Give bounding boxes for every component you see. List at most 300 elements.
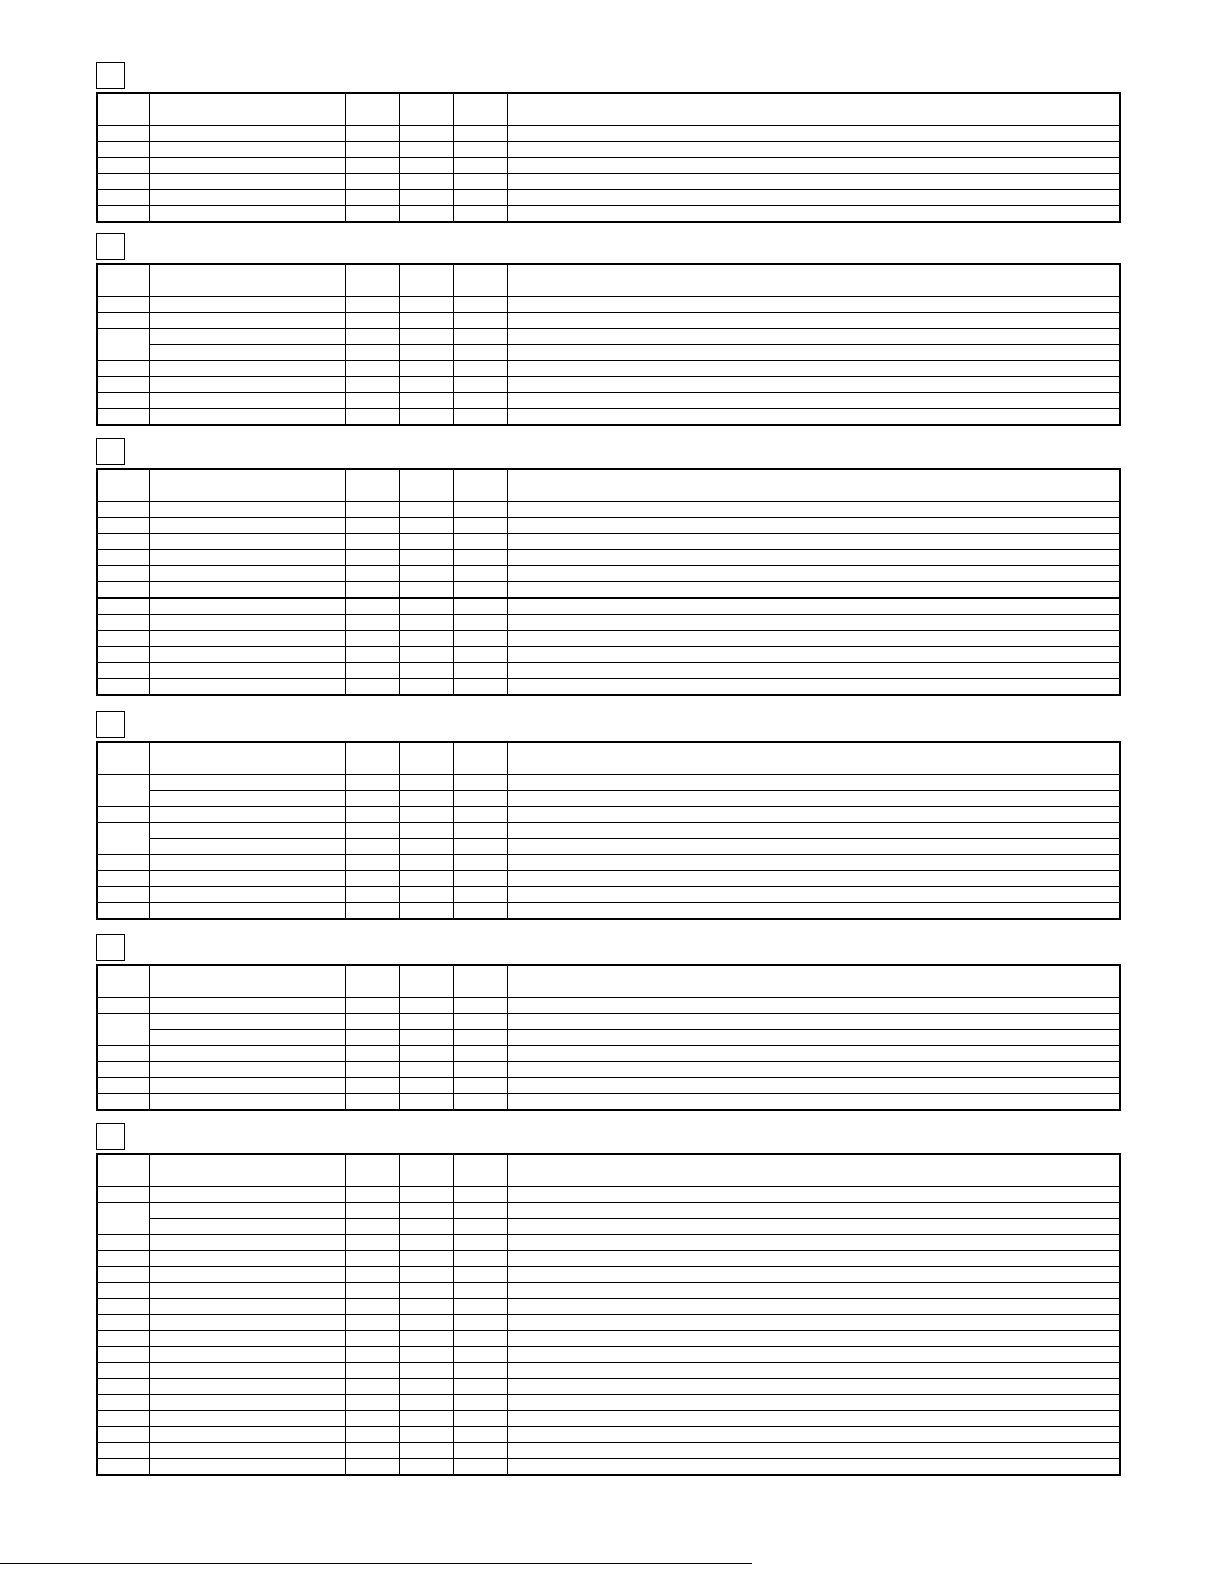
header-cell: [507, 742, 1120, 775]
table-cell: [399, 887, 453, 903]
table-cell: [399, 1427, 453, 1443]
table-cell: [149, 998, 345, 1014]
table-cell: [453, 1267, 507, 1283]
table-cell: [345, 1094, 399, 1111]
table-row: [97, 174, 1120, 190]
section-number-box: [96, 1123, 125, 1150]
table-cell: [149, 361, 345, 377]
table-cell: [149, 1443, 345, 1459]
table-row: [97, 1379, 1120, 1395]
table-cell: [97, 329, 149, 361]
table-cell: [97, 534, 149, 550]
table-cell: [453, 1094, 507, 1111]
table-cell: [97, 855, 149, 871]
table-cell: [399, 1459, 453, 1476]
table-cell: [345, 158, 399, 174]
table-cell: [399, 174, 453, 190]
table-cell: [149, 1379, 345, 1395]
table-cell: [399, 1187, 453, 1203]
table-cell: [507, 329, 1120, 345]
table-cell: [97, 1299, 149, 1315]
table-cell: [149, 1078, 345, 1094]
table-cell: [507, 1078, 1120, 1094]
table-cell: [399, 1331, 453, 1347]
table-cell: [345, 142, 399, 158]
form-table: [96, 263, 1121, 426]
table-cell: [453, 647, 507, 663]
header-cell: [97, 264, 149, 297]
table-cell: [399, 631, 453, 647]
table-cell: [97, 679, 149, 696]
table-cell: [97, 393, 149, 409]
table-cell: [399, 1347, 453, 1363]
table-row: [97, 1395, 1120, 1411]
header-cell: [453, 469, 507, 502]
table-row: [97, 142, 1120, 158]
table-row: [97, 1315, 1120, 1331]
header-cell: [345, 742, 399, 775]
header-cell: [507, 1154, 1120, 1187]
table-cell: [97, 1078, 149, 1094]
table-cell: [399, 158, 453, 174]
table-cell: [345, 903, 399, 920]
table-cell: [507, 1267, 1120, 1283]
table-cell: [507, 1427, 1120, 1443]
table-cell: [149, 855, 345, 871]
table-cell: [149, 1014, 345, 1030]
table-cell: [97, 1187, 149, 1203]
table-row: [97, 1411, 1120, 1427]
header-cell: [453, 93, 507, 126]
table-cell: [149, 598, 345, 615]
table-cell: [399, 647, 453, 663]
table-cell: [97, 823, 149, 855]
table-cell: [399, 297, 453, 313]
table-cell: [97, 158, 149, 174]
table-cell: [97, 1235, 149, 1251]
table-cell: [507, 903, 1120, 920]
table-row: [97, 663, 1120, 679]
table-cell: [399, 142, 453, 158]
table-cell: [345, 518, 399, 534]
table-cell: [507, 409, 1120, 426]
table-row: [97, 297, 1120, 313]
table-cell: [453, 1347, 507, 1363]
table-header-row: [97, 264, 1120, 297]
table-cell: [149, 1299, 345, 1315]
table-cell: [399, 1283, 453, 1299]
table-cell: [453, 775, 507, 791]
table-cell: [453, 158, 507, 174]
table-cell: [399, 534, 453, 550]
table-cell: [453, 887, 507, 903]
table-cell: [507, 1219, 1120, 1235]
table-cell: [399, 871, 453, 887]
table-cell: [97, 126, 149, 142]
table-cell: [149, 329, 345, 345]
table-cell: [399, 615, 453, 631]
table-row: [97, 1251, 1120, 1267]
table-cell: [453, 903, 507, 920]
table-cell: [507, 190, 1120, 206]
table-cell: [399, 1267, 453, 1283]
table-cell: [399, 1014, 453, 1030]
table-cell: [97, 313, 149, 329]
table-row: [97, 1030, 1120, 1046]
table-cell: [149, 871, 345, 887]
table-cell: [453, 534, 507, 550]
table-cell: [399, 1299, 453, 1315]
table-cell: [345, 190, 399, 206]
table-cell: [97, 871, 149, 887]
header-cell: [97, 1154, 149, 1187]
table-cell: [453, 582, 507, 599]
table-cell: [345, 206, 399, 223]
table-cell: [453, 1078, 507, 1094]
table-row: [97, 566, 1120, 582]
table-cell: [453, 297, 507, 313]
table-cell: [345, 502, 399, 518]
table-cell: [149, 1062, 345, 1078]
table-row: [97, 550, 1120, 566]
table-cell: [97, 1046, 149, 1062]
table-cell: [453, 566, 507, 582]
table-cell: [97, 1411, 149, 1427]
table-cell: [149, 206, 345, 223]
table-cell: [345, 566, 399, 582]
table-cell: [149, 393, 345, 409]
table-cell: [399, 663, 453, 679]
table-cell: [453, 393, 507, 409]
table-cell: [345, 1235, 399, 1251]
table-cell: [97, 297, 149, 313]
table-row: [97, 598, 1120, 615]
header-cell: [453, 742, 507, 775]
table-cell: [507, 1443, 1120, 1459]
table-cell: [345, 1299, 399, 1315]
table-cell: [149, 1203, 345, 1219]
table-cell: [345, 550, 399, 566]
table-cell: [97, 502, 149, 518]
table-cell: [345, 393, 399, 409]
table-cell: [97, 361, 149, 377]
table-cell: [149, 1411, 345, 1427]
table-cell: [399, 1443, 453, 1459]
table-cell: [97, 647, 149, 663]
table-cell: [453, 1443, 507, 1459]
table-header-row: [97, 469, 1120, 502]
table-cell: [345, 663, 399, 679]
table-row: [97, 823, 1120, 839]
table-cell: [399, 855, 453, 871]
table-cell: [399, 1078, 453, 1094]
header-cell: [399, 1154, 453, 1187]
table-cell: [97, 1363, 149, 1379]
table-cell: [345, 1283, 399, 1299]
table-cell: [453, 1363, 507, 1379]
table-cell: [507, 126, 1120, 142]
table-cell: [97, 174, 149, 190]
table-cell: [345, 1014, 399, 1030]
table-cell: [453, 502, 507, 518]
table-cell: [507, 871, 1120, 887]
table-cell: [149, 1315, 345, 1331]
table-cell: [345, 1062, 399, 1078]
table-cell: [399, 1219, 453, 1235]
table-cell: [97, 566, 149, 582]
table-cell: [399, 329, 453, 345]
table-cell: [345, 1203, 399, 1219]
table-cell: [507, 1411, 1120, 1427]
table-cell: [345, 775, 399, 791]
header-cell: [507, 264, 1120, 297]
form-table: [96, 92, 1121, 223]
table-cell: [507, 582, 1120, 599]
table-cell: [97, 1315, 149, 1331]
table-cell: [97, 409, 149, 426]
table-cell: [399, 1411, 453, 1427]
header-cell: [399, 965, 453, 998]
table-cell: [399, 839, 453, 855]
table-cell: [345, 598, 399, 615]
table-cell: [399, 598, 453, 615]
table-cell: [399, 190, 453, 206]
table-cell: [507, 1030, 1120, 1046]
table-cell: [399, 1315, 453, 1331]
table-cell: [345, 409, 399, 426]
table-cell: [453, 1331, 507, 1347]
table-cell: [507, 998, 1120, 1014]
table-cell: [507, 534, 1120, 550]
table-cell: [345, 534, 399, 550]
table-cell: [149, 377, 345, 393]
table-cell: [507, 1251, 1120, 1267]
table-cell: [453, 550, 507, 566]
table-cell: [507, 502, 1120, 518]
header-cell: [345, 965, 399, 998]
header-cell: [97, 742, 149, 775]
table-cell: [149, 1219, 345, 1235]
table-cell: [453, 1299, 507, 1315]
table-row: [97, 679, 1120, 696]
table-cell: [97, 998, 149, 1014]
table-cell: [507, 1014, 1120, 1030]
table-row: [97, 534, 1120, 550]
table-cell: [399, 582, 453, 599]
table-row: [97, 775, 1120, 791]
header-cell: [149, 1154, 345, 1187]
table-cell: [399, 1030, 453, 1046]
table-cell: [399, 206, 453, 223]
table-cell: [399, 566, 453, 582]
table-cell: [453, 174, 507, 190]
table-cell: [507, 631, 1120, 647]
table-cell: [453, 313, 507, 329]
table-cell: [453, 1283, 507, 1299]
table-cell: [453, 598, 507, 615]
table-cell: [507, 775, 1120, 791]
table-cell: [345, 631, 399, 647]
table-cell: [399, 1251, 453, 1267]
header-cell: [149, 469, 345, 502]
table-row: [97, 582, 1120, 599]
table-cell: [149, 158, 345, 174]
table-cell: [399, 998, 453, 1014]
table-cell: [507, 1379, 1120, 1395]
table-row: [97, 126, 1120, 142]
table-row: [97, 393, 1120, 409]
table-cell: [399, 1062, 453, 1078]
table-cell: [507, 679, 1120, 696]
table-cell: [149, 1459, 345, 1476]
table-cell: [97, 190, 149, 206]
table-row: [97, 615, 1120, 631]
table-cell: [149, 502, 345, 518]
table-cell: [97, 598, 149, 615]
table-row: [97, 791, 1120, 807]
form-table: [96, 468, 1121, 696]
table-cell: [97, 142, 149, 158]
table-header-row: [97, 965, 1120, 998]
table-cell: [345, 679, 399, 696]
table-row: [97, 1203, 1120, 1219]
table-row: [97, 903, 1120, 920]
table-cell: [345, 1219, 399, 1235]
table-cell: [507, 1331, 1120, 1347]
table-cell: [453, 1251, 507, 1267]
table-cell: [345, 1046, 399, 1062]
table-row: [97, 502, 1120, 518]
table-cell: [453, 1459, 507, 1476]
table-cell: [399, 345, 453, 361]
table-cell: [345, 615, 399, 631]
table-cell: [97, 807, 149, 823]
header-cell: [399, 93, 453, 126]
header-cell: [399, 264, 453, 297]
header-cell: [507, 469, 1120, 502]
table-cell: [453, 1427, 507, 1443]
table-cell: [97, 1267, 149, 1283]
table-cell: [149, 174, 345, 190]
table-cell: [453, 1235, 507, 1251]
table-cell: [453, 807, 507, 823]
table-cell: [345, 807, 399, 823]
table-cell: [453, 345, 507, 361]
table-cell: [345, 871, 399, 887]
table-cell: [399, 1379, 453, 1395]
table-cell: [345, 297, 399, 313]
header-cell: [149, 264, 345, 297]
table-cell: [399, 791, 453, 807]
table-cell: [345, 377, 399, 393]
table-cell: [97, 1347, 149, 1363]
header-cell: [453, 965, 507, 998]
table-cell: [345, 998, 399, 1014]
table-cell: [345, 1379, 399, 1395]
table-row: [97, 206, 1120, 223]
table-cell: [149, 297, 345, 313]
table-cell: [345, 887, 399, 903]
table-cell: [453, 615, 507, 631]
table-cell: [345, 1331, 399, 1347]
table-cell: [97, 550, 149, 566]
table-cell: [97, 1443, 149, 1459]
table-row: [97, 1219, 1120, 1235]
header-cell: [149, 93, 345, 126]
table-cell: [453, 1411, 507, 1427]
table-row: [97, 377, 1120, 393]
table-cell: [507, 1094, 1120, 1111]
form-table: [96, 741, 1121, 920]
table-cell: [345, 1395, 399, 1411]
table-cell: [149, 518, 345, 534]
table-cell: [453, 1219, 507, 1235]
table-cell: [399, 377, 453, 393]
table-row: [97, 998, 1120, 1014]
table-row: [97, 807, 1120, 823]
table-cell: [399, 1046, 453, 1062]
table-header-row: [97, 1154, 1120, 1187]
table-cell: [97, 582, 149, 599]
table-row: [97, 887, 1120, 903]
table-cell: [453, 679, 507, 696]
table-cell: [507, 1299, 1120, 1315]
table-cell: [345, 823, 399, 839]
form-table: [96, 1153, 1121, 1476]
section-number-box: [96, 934, 125, 961]
table-cell: [399, 393, 453, 409]
table-cell: [507, 807, 1120, 823]
table-cell: [453, 518, 507, 534]
table-cell: [399, 126, 453, 142]
table-cell: [399, 1235, 453, 1251]
table-cell: [399, 518, 453, 534]
table-cell: [399, 1094, 453, 1111]
table-cell: [149, 1331, 345, 1347]
table-cell: [507, 518, 1120, 534]
table-cell: [399, 361, 453, 377]
table-row: [97, 1078, 1120, 1094]
form-table: [96, 964, 1121, 1111]
table-cell: [97, 1395, 149, 1411]
table-cell: [453, 409, 507, 426]
table-cell: [507, 206, 1120, 223]
table-cell: [507, 158, 1120, 174]
table-cell: [97, 615, 149, 631]
table-cell: [453, 791, 507, 807]
header-cell: [345, 264, 399, 297]
table-cell: [453, 839, 507, 855]
table-cell: [345, 1187, 399, 1203]
table-cell: [149, 903, 345, 920]
table-cell: [149, 647, 345, 663]
table-cell: [345, 361, 399, 377]
table-cell: [399, 409, 453, 426]
header-cell: [399, 742, 453, 775]
table-cell: [453, 1062, 507, 1078]
table-cell: [97, 1203, 149, 1235]
table-cell: [149, 615, 345, 631]
table-row: [97, 1014, 1120, 1030]
table-cell: [507, 1315, 1120, 1331]
table-cell: [453, 361, 507, 377]
table-cell: [453, 1203, 507, 1219]
table-cell: [149, 1046, 345, 1062]
table-cell: [149, 1251, 345, 1267]
header-cell: [507, 965, 1120, 998]
table-cell: [507, 377, 1120, 393]
table-cell: [149, 775, 345, 791]
